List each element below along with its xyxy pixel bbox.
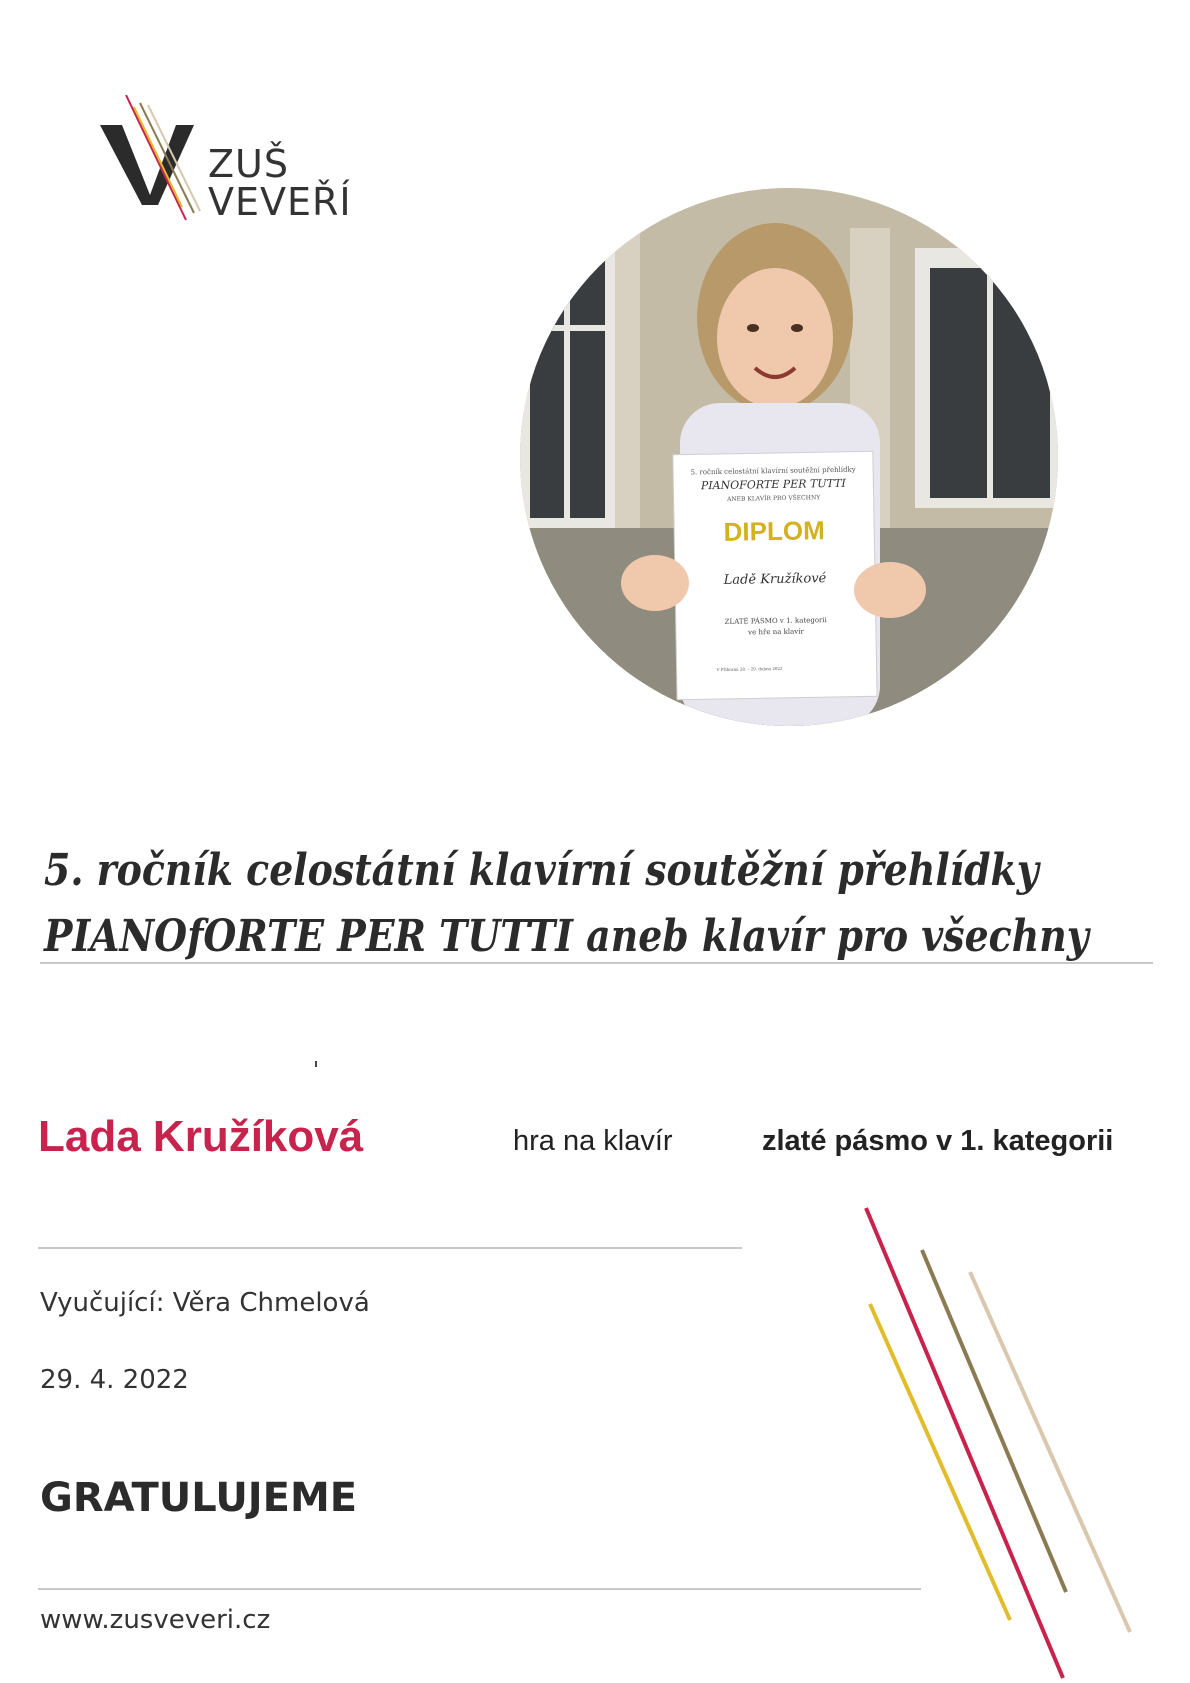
- hand-right: [854, 562, 926, 618]
- stripe-beige: [970, 1272, 1130, 1632]
- diploma-word: DIPLOM: [723, 515, 825, 547]
- heading-divider: [40, 962, 1153, 964]
- competition-heading: [44, 838, 1089, 970]
- result: zlaté pásmo v 1. kategorii: [762, 1125, 1114, 1157]
- tick-mark: [315, 1061, 317, 1067]
- diploma-footer: V Příbrami 28. – 29. dubna 2022: [716, 665, 783, 673]
- student-photo: [520, 188, 1058, 726]
- entry-divider: [38, 1247, 742, 1249]
- stripe-brown: [922, 1250, 1066, 1592]
- hand-left: [621, 555, 689, 611]
- stripe-red: [866, 1208, 1063, 1678]
- heading-line2: PIANOfORTE PER TUTTI aneb klavír pro všechny: [44, 911, 1089, 962]
- student-name: Lada Kružíková: [38, 1112, 364, 1161]
- diploma: [673, 451, 877, 699]
- diploma-award1: ZLATÉ PÁSMO v 1. kategorii: [724, 616, 827, 626]
- diploma-header: 5. ročník celostátní klavírní soutěžní přehlídky: [690, 465, 856, 477]
- stripe-gold: [870, 1304, 1010, 1620]
- logo-wordmark: [208, 142, 352, 224]
- footer-divider: [38, 1588, 921, 1590]
- date: 29. 4. 2022: [40, 1365, 189, 1395]
- heading-line1: 5. ročník celostátní klavírní soutěžní přehlídky: [44, 845, 1039, 896]
- instrument: hra na klavír: [513, 1125, 673, 1157]
- logo-line2: VEVEŘÍ: [208, 180, 352, 224]
- website-link[interactable]: www.zusveveri.cz: [40, 1605, 271, 1635]
- diploma-award2: ve hře na klavír: [748, 627, 804, 637]
- teacher: Vyučující: Věra Chmelová: [40, 1288, 370, 1318]
- face: [717, 268, 833, 408]
- photo-scene: [520, 188, 1058, 726]
- diploma-title: PIANOFORTE PER TUTTI: [700, 476, 846, 493]
- diploma-subtitle: ANEB KLAVÍR PRO VŠECHNY: [726, 494, 821, 503]
- congratulations: GRATULUJEME: [40, 1475, 358, 1521]
- diploma-recipient: Ladě Kružíkové: [723, 571, 827, 588]
- logo-line1: ZUŠ: [208, 142, 289, 186]
- decorative-stripes: [850, 1200, 1150, 1683]
